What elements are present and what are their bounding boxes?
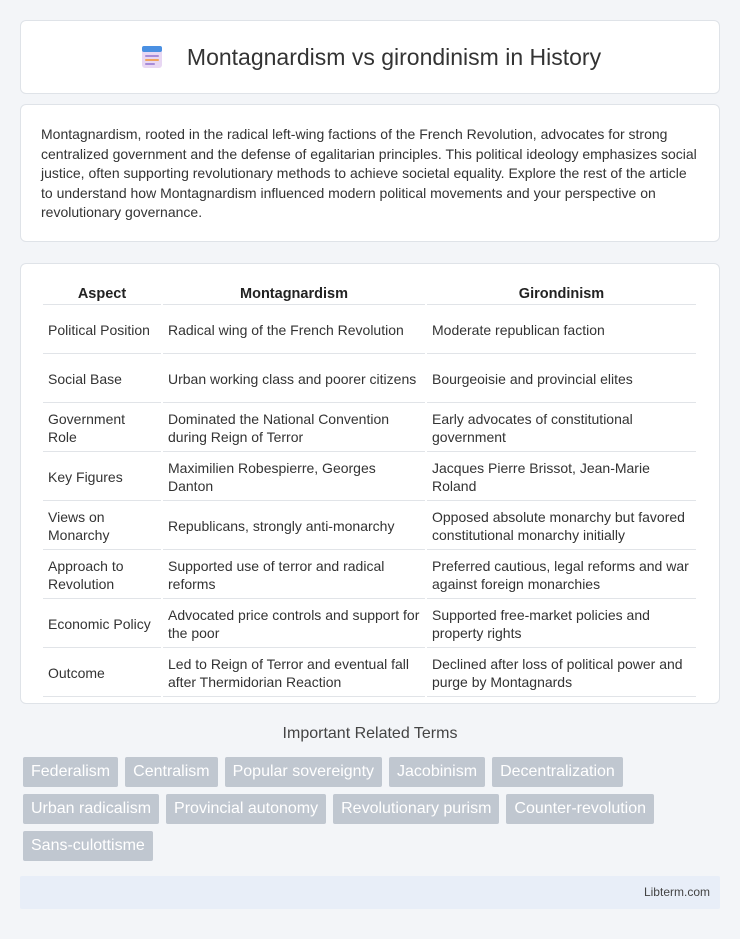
footer [20,876,720,909]
table-cell-montagnardism: Republicans, strongly anti-monarchy [163,503,425,550]
table-cell-girondinism: Preferred cautious, legal reforms and war against foreign monarchies [427,552,696,599]
table-cell-girondinism: Early advocates of constitutional government [427,405,696,452]
footer-site-link[interactable]: Libterm.com [643,885,710,899]
table-row [43,454,696,501]
header-card [20,20,720,94]
intro-text: Montagnardism, rooted in the radical left-wing factions of the French Revolution, advocates for strong centralized government and the defense of egalitarian principles. This political ideology emphasizes social justice, often supporting revolutionary methods to achieve societal equality. Explore the rest of the article to understand how Montagnardism influenced modern political movements and your perspective on revolutionary governance. [41,126,697,221]
table-cell-aspect: Economic Policy [43,601,161,648]
intro-card [20,104,720,242]
related-term-tag[interactable]: Provincial autonomy [166,794,326,824]
table-cell-aspect: Views on Monarchy [43,503,161,550]
column-header-girondinism: Girondinism [427,283,696,305]
related-term-tag[interactable]: Revolutionary purism [333,794,499,824]
table-cell-montagnardism: Advocated price controls and support for the poor [163,601,425,648]
related-term-tag[interactable]: Counter-revolution [506,794,654,824]
table-row [43,601,696,648]
table-row [43,650,696,697]
table-cell-aspect: Political Position [43,307,161,354]
table-cell-girondinism: Jacques Pierre Brissot, Jean-Marie Roland [427,454,696,501]
table-cell-girondinism: Opposed absolute monarchy but favored constitutional monarchy initially [427,503,696,550]
page-title: Montagnardism vs girondinism in History [186,43,602,70]
table-header-row [43,283,696,305]
header [139,44,601,71]
comparison-table [41,281,698,699]
table-cell-montagnardism: Supported use of terror and radical reforms [163,552,425,599]
table-cell-montagnardism: Led to Reign of Terror and eventual fall after Thermidorian Reaction [163,650,425,697]
related-term-tag[interactable]: Urban radicalism [23,794,159,824]
related-term-tag[interactable]: Popular sovereignty [225,757,382,787]
table-cell-montagnardism: Radical wing of the French Revolution [163,307,425,354]
table-row [43,356,696,403]
table-cell-montagnardism: Maximilien Robespierre, Georges Danton [163,454,425,501]
related-terms-title: Important Related Terms [282,725,458,742]
related-term-tag[interactable]: Centralism [125,757,217,787]
column-header-aspect: Aspect [43,283,161,305]
table-row [43,503,696,550]
comparison-table-card [20,263,720,704]
table-row [43,405,696,452]
table-cell-girondinism: Moderate republican faction [427,307,696,354]
table-cell-girondinism: Declined after loss of political power and purge by Montagnards [427,650,696,697]
column-header-montagnardism: Montagnardism [163,283,425,305]
table-cell-girondinism: Supported free-market policies and property rights [427,601,696,648]
related-term-tag[interactable]: Jacobinism [389,757,485,787]
table-cell-aspect: Social Base [43,356,161,403]
table-cell-aspect: Key Figures [43,454,161,501]
table-cell-girondinism: Bourgeoisie and provincial elites [427,356,696,403]
related-term-tag[interactable]: Decentralization [492,757,623,787]
table-cell-montagnardism: Dominated the National Convention during Reign of Terror [163,405,425,452]
related-terms-tags [23,757,723,868]
related-term-tag[interactable]: Sans-culottisme [23,831,153,861]
table-row [43,307,696,354]
table-cell-montagnardism: Urban working class and poorer citizens [163,356,425,403]
related-term-tag[interactable]: Federalism [23,757,118,787]
document-stack-icon [139,44,165,70]
table-cell-aspect: Government Role [43,405,161,452]
table-row [43,552,696,599]
table-cell-aspect: Outcome [43,650,161,697]
table-cell-aspect: Approach to Revolution [43,552,161,599]
